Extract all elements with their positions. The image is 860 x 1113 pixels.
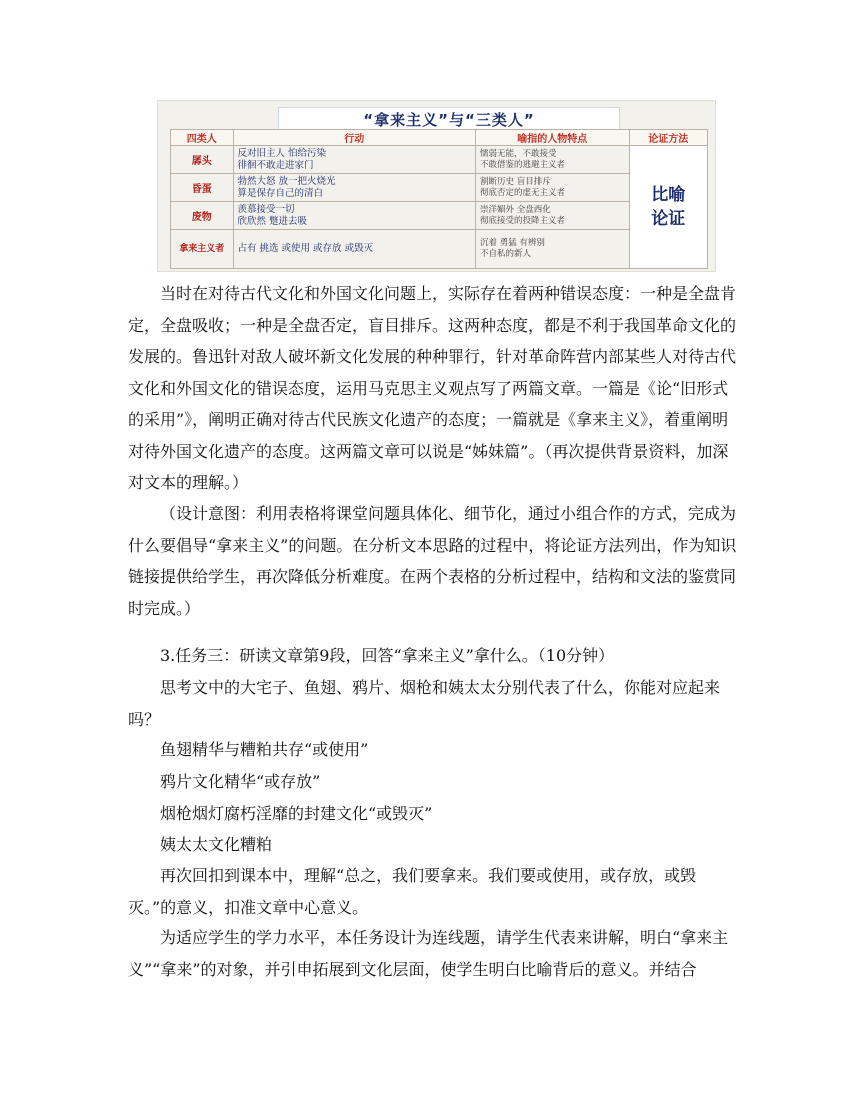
answer-line-yanqiang: 烟枪烟灯腐朽淫靡的封建文化“或毁灭” — [160, 804, 433, 823]
row-label: 孱头 — [171, 146, 234, 174]
paragraph-design: 为适应学生的学力水平，本任务设计为连线题，请学生代表来讲解，明白“拿来主义”“拿来”的对象，并引申拓展到文化层面，使学生明白比喻背后的意义。并结合 — [128, 928, 729, 979]
table-header-row — [171, 130, 708, 146]
row-label: 废物 — [171, 202, 234, 230]
paragraph-question: 思考文中的大宅子、鱼翅、鸦片、烟枪和姨太太分别代表了什么，你能对应起来吗？ — [128, 678, 721, 729]
answer-line-yuchi: 鱼翅精华与糟粕共存“或使用” — [160, 740, 369, 759]
answer-line-yitaitai: 姨太太文化糟粕 — [160, 835, 273, 854]
row-trait: 割断历史 盲目排斥 彻底否定的虚无主义者 — [476, 174, 630, 202]
row-label: 拿来主义者 — [171, 230, 234, 269]
method-cell: 比喻 论证 — [629, 146, 707, 269]
table-row — [171, 174, 708, 202]
slide-table — [170, 129, 708, 269]
row-action: 反对旧主人 怕给污染 徘徊不敢走进家门 — [233, 146, 476, 174]
paragraph-background: 当时在对待古代文化和外国文化问题上，实际存在着两种错误态度：一种是全盘肯定，全盘吸收；一种是全盘否定，盲目排斥。这两种态度，都是不利于我国革命文化的发展的。鲁迅针对敌人破坏新文化发展的种种罪行，针对革命阵营内部某些人对待古代文化和外国文化的错误态度，运用马克思主义观点写了两篇文章。一篇是《论“旧形式的采用”》，阐明正确对待古代民族文化遗产的态度；一篇就是《拿来主义》，着重阐明对待外国文化遗产的态度。这两篇文章可以说是“姊妹篇”。（再次提供背景资料，加深对文本的理解。） — [128, 284, 737, 492]
header-people: 四类人 — [171, 130, 234, 146]
row-trait: 沉着 勇猛 有辨别 不自私的新人 — [476, 230, 630, 269]
table-row — [171, 230, 708, 269]
paragraph-design-intent: （设计意图：利用表格将课堂问题具体化、细节化，通过小组合作的方式，完成为什么要倡导“拿来主义”的问题。在分析文本思路的过程中，将论证方法列出，作为知识链接提供给学生，再次降低分析难度。在两个表格的分析过程中，结构和文法的鉴赏同时完成。） — [128, 504, 737, 618]
header-action: 行动 — [233, 130, 476, 146]
row-label: 昏蛋 — [171, 174, 234, 202]
header-trait: 喻指的人物特点 — [476, 130, 630, 146]
table-row — [171, 202, 708, 230]
row-action: 占有 挑选 或使用 或存放 或毁灭 — [233, 230, 476, 269]
paragraph-task-three: 3.任务三：研读文章第9段，回答“拿来主义”拿什么。（10分钟） — [160, 646, 615, 665]
row-trait: 崇洋媚外 全盘西化 彻底接受的投降主义者 — [476, 202, 630, 230]
answer-line-yapian: 鸦片文化精华“或存放” — [160, 772, 321, 791]
table-row — [171, 146, 708, 174]
row-trait: 懦弱无能，不敢接受 不敢借鉴的逃避主义者 — [476, 146, 630, 174]
row-action: 羡慕接受一切 欣欣然 蹩进去吸 — [233, 202, 476, 230]
slide-image — [157, 100, 716, 272]
slide-title: “拿来主义”与“三类人” — [278, 107, 620, 131]
row-action: 勃然大怒 放一把火烧光 算是保存自己的清白 — [233, 174, 476, 202]
header-method: 论证方法 — [629, 130, 707, 146]
paragraph-summary: 再次回扣到课本中，理解“总之，我们要拿来。我们要或使用，或存放，或毁灭。”的意义，扣准文章中心意义。 — [128, 866, 697, 917]
